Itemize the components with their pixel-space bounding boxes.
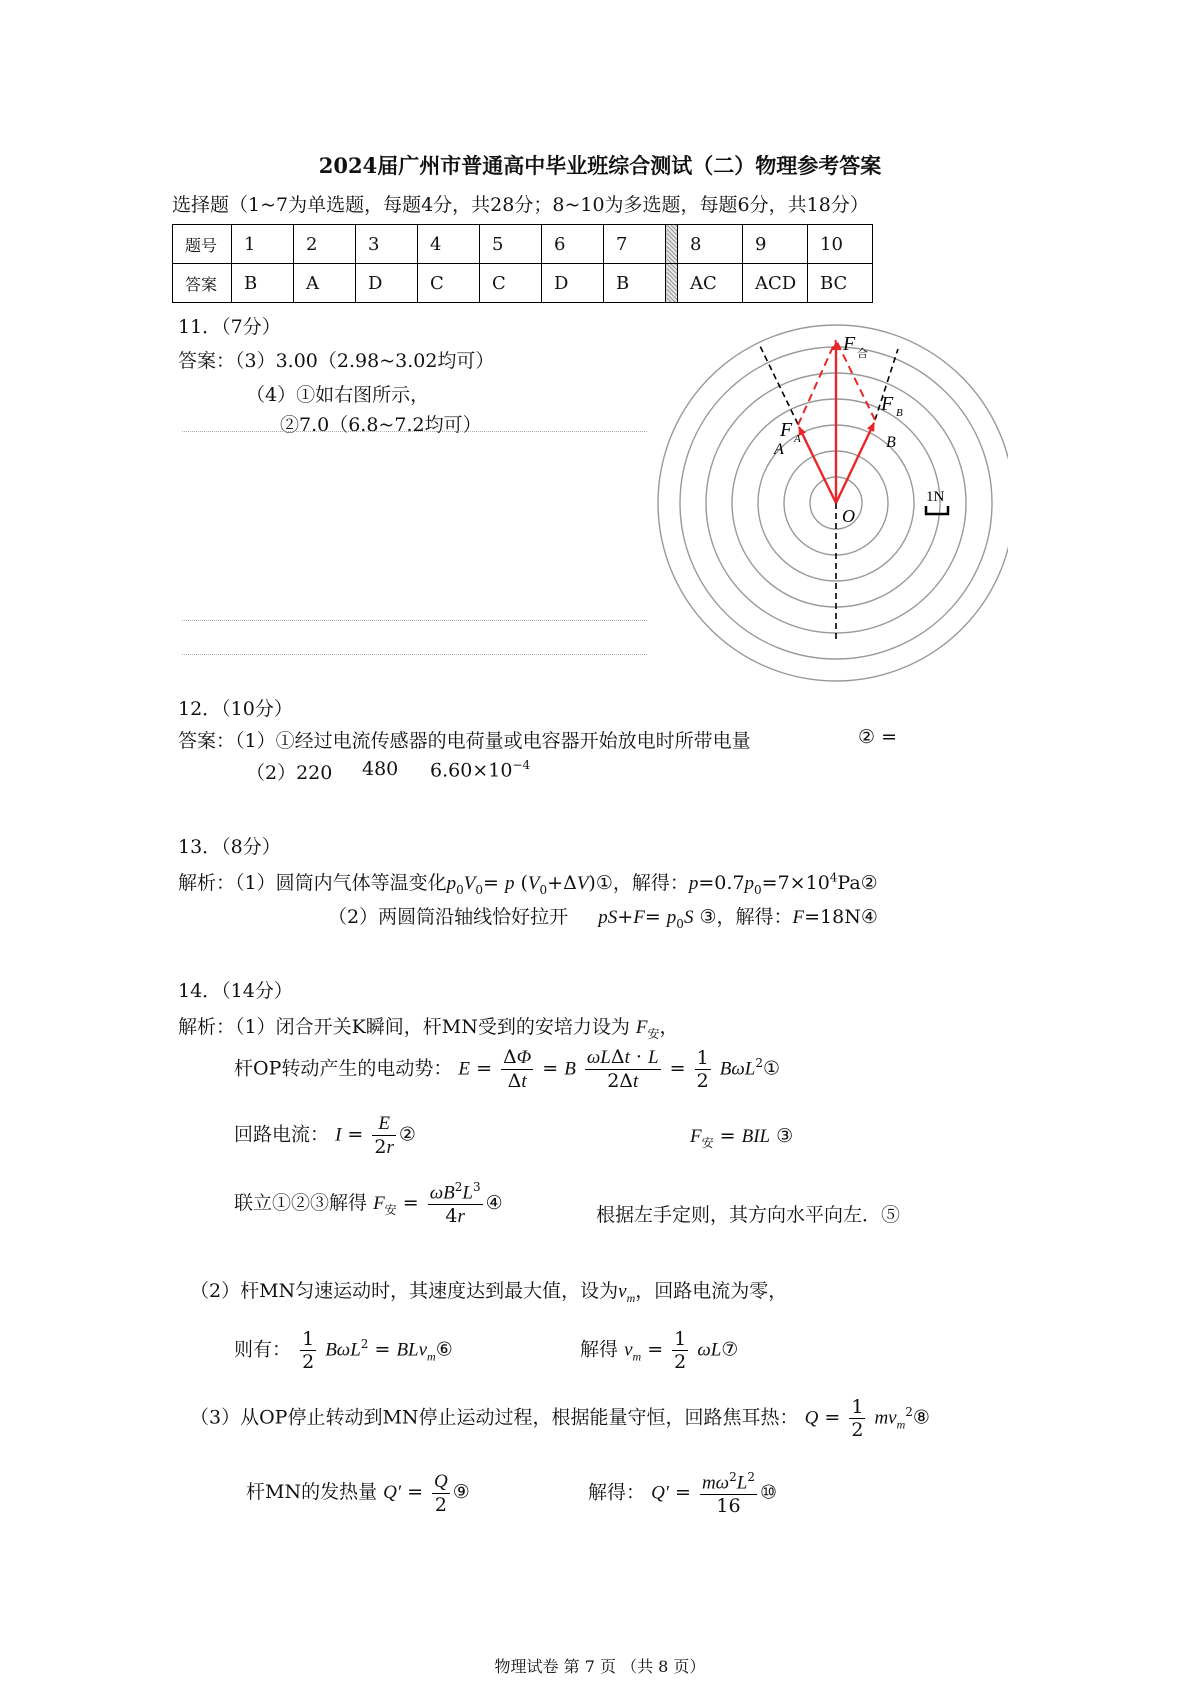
table-cell: AC [678, 264, 743, 303]
table-answer-label: 答案 [173, 264, 232, 303]
parallelogram-side [836, 340, 875, 420]
label-b: B [886, 434, 896, 451]
q12-line1b: ② = [858, 726, 897, 748]
label-o: O [842, 506, 855, 526]
q14-part3-equation: （3）从OP停止转动到MN停止运动过程，根据能量守恒，回路焦耳热： Q = $\frac{1}{2}$ $mv_m^2⑧$ [190, 1396, 930, 1441]
mc-intro: 选择题（1~7为单选题，每题4分，共28分；8~10为多选题，每题6分，共18分） [172, 194, 869, 216]
q13-line2: （2）两圆筒沿轴线恰好拉开 $pS+F= p_0S$ ③，解得：F=18N④ [328, 906, 878, 931]
q14-part2-intro: （2）杆MN匀速运动时，其速度达到最大值，设为$v_m$，回路电流为零， [190, 1280, 788, 1305]
q14-current-equation: 回路电流： I = $\frac{E}{2r}$ ② [234, 1113, 416, 1158]
q12-line1: 答案：（1）①经过电流传感器的电荷量或电容器开始放电时所带电量 [178, 730, 751, 752]
page-title: 2024届广州市普通高中毕业班综合测试（二）物理参考答案 [318, 153, 882, 178]
table-gap [666, 225, 678, 264]
table-cell: BC [808, 264, 873, 303]
q14-part3-solution: 解得： Q′ = $\frac{m\omega^2L^2}{16}$ ⑩ [588, 1470, 777, 1518]
table-cell: 3 [356, 225, 418, 264]
divider [182, 620, 647, 621]
table-row [173, 225, 873, 264]
q12-heading: 12．（10分） [178, 698, 293, 720]
answer-table [172, 224, 873, 303]
table-row [173, 264, 873, 303]
divider [182, 654, 647, 655]
q14-emf-equation: 杆OP转动产生的电动势： E = $\frac{\Delta\Phi}{\Delta t}$ = B $\frac{\text{ωLΔt · L}}{2\Delta t}$ = $\frac{1}{2}$ BωL$^2$① [234, 1046, 781, 1092]
q14-direction: 根据左手定则，其方向水平向左．⑤ [596, 1204, 901, 1226]
label-a: A [774, 441, 784, 458]
table-cell: 6 [542, 225, 604, 264]
q14-part2-equation: 则有： $\frac{1}{2}$ BωL$^2$ = BLv$_m$⑥ [234, 1328, 453, 1373]
table-cell: ACD [743, 264, 808, 303]
table-cell: D [356, 264, 418, 303]
table-cell: 10 [808, 225, 873, 264]
label-f-total: F [843, 333, 856, 355]
table-header-label: 题号 [173, 225, 232, 264]
page-footer: 物理试卷 第 7 页 （共 8 页） [494, 1657, 706, 1676]
label-f-total-sub: 合 [857, 348, 868, 360]
table-cell: 1 [232, 225, 294, 264]
parallelogram-side [798, 340, 836, 425]
label-fa-sub: A [794, 433, 801, 445]
q14-combine-equation: 联立①②③解得 $F_安$ = $\frac{\omega B^2L^3}{4r}$ ④ [234, 1180, 503, 1228]
exponent: −4 [512, 758, 531, 772]
q11-line2: （4）①如右图所示， [246, 384, 430, 406]
table-cell: C [480, 264, 542, 303]
q12-line2a: （2）220 [246, 762, 333, 784]
q12-line2b: 480 [362, 758, 399, 780]
table-cell: A [294, 264, 356, 303]
scale-bar [926, 506, 948, 514]
q13-heading: 13．（8分） [178, 836, 281, 858]
table-cell: C [418, 264, 480, 303]
q12-line2c: $6.60\times 10^{-4}$ [430, 758, 531, 782]
table-cell: 8 [678, 225, 743, 264]
q11-heading: 11．（7分） [178, 316, 281, 338]
table-cell: 9 [743, 225, 808, 264]
table-cell: 7 [604, 225, 666, 264]
q14-heading: 14．（14分） [178, 980, 293, 1002]
force-diagram [656, 320, 1008, 692]
label-fb: F [881, 393, 894, 415]
q13-line1: 解析：（1）圆筒内气体等温变化$p_0V_0= p$ $(V_0+\Delta V)①$，解得：$p=0.7p_0=7\times 10^4Pa②$ [178, 870, 878, 897]
divider [182, 431, 647, 432]
table-cell: B [604, 264, 666, 303]
q14-force-equation: $F_安$ = BIL ③ [690, 1125, 794, 1150]
table-cell: B [232, 264, 294, 303]
q14-part3-heat: 杆MN的发热量 Q′ = $\frac{Q}{2}$ ⑨ [246, 1471, 470, 1516]
concentric-rings [658, 325, 1008, 681]
force-a-arrow [799, 427, 836, 503]
scale-label: 1N [926, 489, 945, 505]
table-gap [666, 264, 678, 303]
table-cell: 5 [480, 225, 542, 264]
label-fa: F [780, 419, 793, 441]
q14-part2-solution: 解得 $v_m$ = $\frac{1}{2}$ ωL⑦ [580, 1328, 739, 1373]
table-cell: D [542, 264, 604, 303]
table-cell: 4 [418, 225, 480, 264]
q11-line3: ②7.0（6.8~7.2均可） [280, 414, 482, 436]
q14-line1: 解析：（1）闭合开关K瞬间，杆MN受到的安培力设为 $F_安$， [178, 1016, 679, 1041]
table-cell: 2 [294, 225, 356, 264]
label-fb-sub: B [896, 407, 903, 419]
q11-line1: 答案：（3）3.00（2.98~3.02均可） [178, 350, 495, 372]
